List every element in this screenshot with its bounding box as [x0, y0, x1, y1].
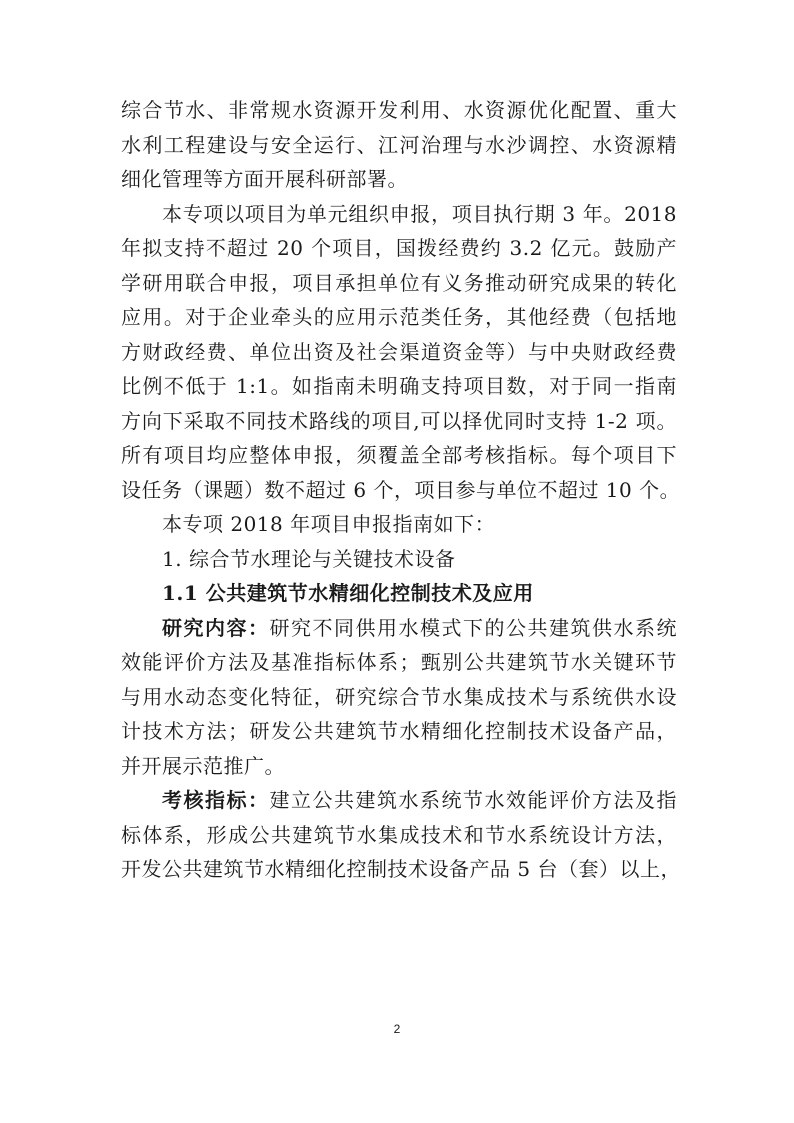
paragraph-line: 并开展示范推广。 [121, 753, 285, 778]
paragraph-line: 标体系，形成公共建筑节水集成技术和节水系统设计方法， [121, 822, 677, 847]
paragraph-line: 本专项以项目为单元组织申报，项目执行期 3 年。2018 [162, 201, 677, 226]
document-body [121, 93, 681, 887]
assessment-text: 建立公共建筑水系统节水效能评价方法及指 [269, 788, 677, 812]
paragraph-line: 方财政经费、单位出资及社会渠道资金等）与中央财政经费 [121, 339, 677, 364]
research-content-text: 研究不同供用水模式下的公共建筑供水系统 [269, 615, 677, 640]
guide-intro: 本专项 2018 年项目申报指南如下： [162, 512, 496, 536]
page-number: 2 [393, 1022, 401, 1036]
paragraph-line: 学研用联合申报，项目承担单位有义务推动研究成果的转化 [121, 270, 677, 295]
paragraph-line: 设任务（课题）数不超过 6 个，项目参与单位不超过 10 个。 [121, 477, 681, 502]
section-heading: 1. 综合节水理论与关键技术设备 [162, 546, 456, 571]
paragraph-line: 综合节水、非常规水资源开发利用、水资源优化配置、重大 [121, 98, 677, 122]
paragraph-line: 细化管理等方面开展科研部署。 [121, 167, 408, 191]
subsection-heading: 1.1 公共建筑节水精细化控制技术及应用 [162, 581, 534, 605]
research-content-label: 研究内容： [162, 615, 270, 640]
research-content-first-line [121, 611, 677, 646]
paragraph-line: 应用。对于企业牵头的应用示范类任务，其他经费（包括地 [121, 305, 677, 329]
assessment-first-line [121, 783, 677, 818]
paragraph-line: 比例不低于 1:1。如指南未明确支持项目数，对于同一指南 [121, 374, 677, 398]
paragraph-line: 计技术方法；研发公共建筑节水精细化控制技术设备产品， [121, 719, 677, 743]
paragraph-line: 方向下采取不同技术路线的项目,可以择优同时支持 1-2 项。 [121, 408, 677, 433]
paragraph-line: 与用水动态变化特征，研究综合节水集成技术与系统供水设 [121, 684, 677, 709]
paragraph-line: 开发公共建筑节水精细化控制技术设备产品 5 台（套）以上， [121, 857, 681, 881]
assessment-label: 考核指标： [162, 788, 270, 812]
paragraph-line: 所有项目均应整体申报，须覆盖全部考核指标。每个项目下 [121, 443, 677, 467]
paragraph-line: 水利工程建设与安全运行、江河治理与水沙调控、水资源精 [121, 132, 677, 157]
paragraph-line: 效能评价方法及基准指标体系；甄别公共建筑节水关键环节 [121, 650, 677, 674]
paragraph-line: 年拟支持不超过 20 个项目，国拨经费约 3.2 亿元。鼓励产 [121, 236, 677, 260]
